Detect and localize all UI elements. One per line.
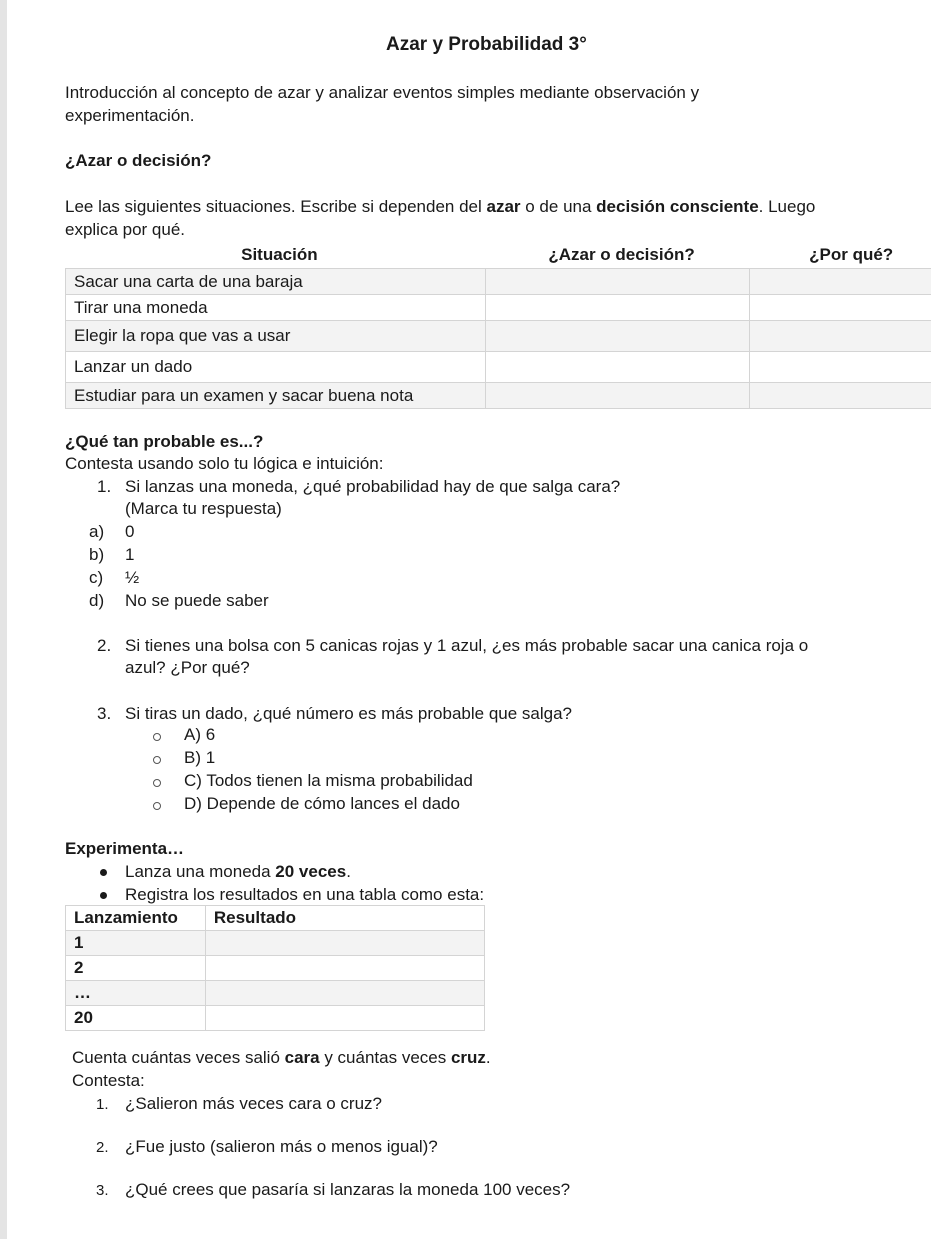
header-azar-decision: ¿Azar o decisión? [485, 241, 750, 269]
answer-cell[interactable] [485, 352, 750, 383]
answer-cell[interactable] [485, 383, 750, 409]
header-situacion: Situación [66, 241, 486, 269]
circle-bullet-icon [153, 779, 161, 787]
page-title: Azar y Probabilidad 3° [386, 34, 587, 55]
table-row [66, 269, 931, 295]
q3-option-c[interactable]: C) Todos tienen la misma probabilidad [184, 771, 473, 790]
results-table [65, 905, 485, 1031]
q1-text: Si lanzas una moneda, ¿qué probabilidad hay de que salga cara? [125, 477, 621, 496]
table-row [66, 352, 931, 383]
circle-bullet-icon [153, 802, 161, 810]
q1-option-a[interactable]: 0 [125, 522, 135, 541]
table-header-row [66, 906, 485, 931]
answer-cell[interactable] [485, 295, 750, 321]
situation-cell: Lanzar un dado [66, 352, 486, 383]
reason-cell[interactable] [750, 383, 931, 409]
final-q3-number: 3. [96, 1182, 109, 1199]
page-left-edge [0, 0, 7, 1239]
intro-line-1: Introducción al concepto de azar y analizar eventos simples mediante observación y [65, 83, 700, 102]
table-row [66, 321, 931, 352]
q2-line-1: Si tienes una bolsa con 5 canicas rojas y 1 azul, ¿es más probable sacar una canica roja o [125, 636, 809, 655]
table-row [66, 295, 931, 321]
result-cell[interactable] [205, 981, 484, 1006]
q3-option-b[interactable]: B) 1 [184, 748, 216, 767]
section3-heading: Experimenta… [65, 839, 185, 858]
q3-option-d[interactable]: D) Depende de cómo lances el dado [184, 794, 460, 813]
q1-option-d-letter: d) [89, 591, 105, 610]
final-q2-number: 2. [96, 1139, 109, 1156]
circle-bullet-icon [153, 756, 161, 764]
situation-cell: Elegir la ropa que vas a usar [66, 321, 486, 352]
result-cell[interactable] [205, 1006, 484, 1031]
throw-number-cell: 2 [66, 956, 206, 981]
situations-table [65, 240, 931, 409]
bullet-icon [100, 892, 107, 899]
table-row [66, 931, 485, 956]
section1-heading: ¿Azar o decisión? [65, 151, 212, 170]
final-q1-text: ¿Salieron más veces cara o cruz? [125, 1094, 382, 1113]
q1-option-a-letter: a) [89, 522, 105, 541]
q3-option-a[interactable]: A) 6 [184, 725, 216, 744]
circle-bullet-icon [153, 733, 161, 741]
table-row [66, 383, 931, 409]
count-instruction: Cuenta cuántas veces salió cara y cuántas veces cruz. [72, 1048, 491, 1067]
q1-note: (Marca tu respuesta) [125, 499, 282, 518]
table-row [66, 981, 485, 1006]
answer-cell[interactable] [485, 321, 750, 352]
throw-number-cell: 20 [66, 1006, 206, 1031]
q1-option-b[interactable]: 1 [125, 545, 135, 564]
section1-instructions: Lee las siguientes situaciones. Escribe si dependen del azar o de una decisión consciente. Luego [65, 197, 816, 216]
header-lanzamiento: Lanzamiento [66, 906, 206, 931]
q2-line-2: azul? ¿Por qué? [125, 658, 250, 677]
situation-cell: Sacar una carta de una baraja [66, 269, 486, 295]
section2-heading: ¿Qué tan probable es...? [65, 432, 264, 451]
final-q1-number: 1. [96, 1096, 109, 1113]
q3-text: Si tiras un dado, ¿qué número es más probable que salga? [125, 704, 572, 723]
q2-number: 2. [97, 636, 112, 655]
header-resultado: Resultado [205, 906, 484, 931]
experiment-step-1: Lanza una moneda 20 veces. [125, 862, 351, 881]
q1-option-d[interactable]: No se puede saber [125, 591, 269, 610]
reason-cell[interactable] [750, 295, 931, 321]
section2-subheading: Contesta usando solo tu lógica e intuición: [65, 454, 384, 473]
table-header-row [66, 241, 931, 269]
final-q2-text: ¿Fue justo (salieron más o menos igual)? [125, 1137, 438, 1156]
q1-option-c-letter: c) [89, 568, 104, 587]
table-row [66, 1006, 485, 1031]
experiment-step-2: Registra los resultados en una tabla como esta: [125, 885, 485, 904]
bullet-icon [100, 869, 107, 876]
q1-option-c[interactable]: ½ [125, 568, 140, 587]
section1-instructions-line2: explica por qué. [65, 220, 186, 239]
result-cell[interactable] [205, 931, 484, 956]
throw-number-cell: … [66, 981, 206, 1006]
situation-cell: Estudiar para un examen y sacar buena nota [66, 383, 486, 409]
reason-cell[interactable] [750, 352, 931, 383]
q3-number: 3. [97, 704, 112, 723]
result-cell[interactable] [205, 956, 484, 981]
reason-cell[interactable] [750, 269, 931, 295]
reason-cell[interactable] [750, 321, 931, 352]
answer-cell[interactable] [485, 269, 750, 295]
throw-number-cell: 1 [66, 931, 206, 956]
table-row [66, 956, 485, 981]
situation-cell: Tirar una moneda [66, 295, 486, 321]
final-q3-text: ¿Qué crees que pasaría si lanzaras la moneda 100 veces? [125, 1180, 571, 1199]
q1-number: 1. [97, 477, 112, 496]
header-por-que: ¿Por qué? [750, 241, 931, 269]
intro-line-2: experimentación. [65, 106, 195, 125]
q1-option-b-letter: b) [89, 545, 105, 564]
contesta-label: Contesta: [72, 1071, 145, 1090]
